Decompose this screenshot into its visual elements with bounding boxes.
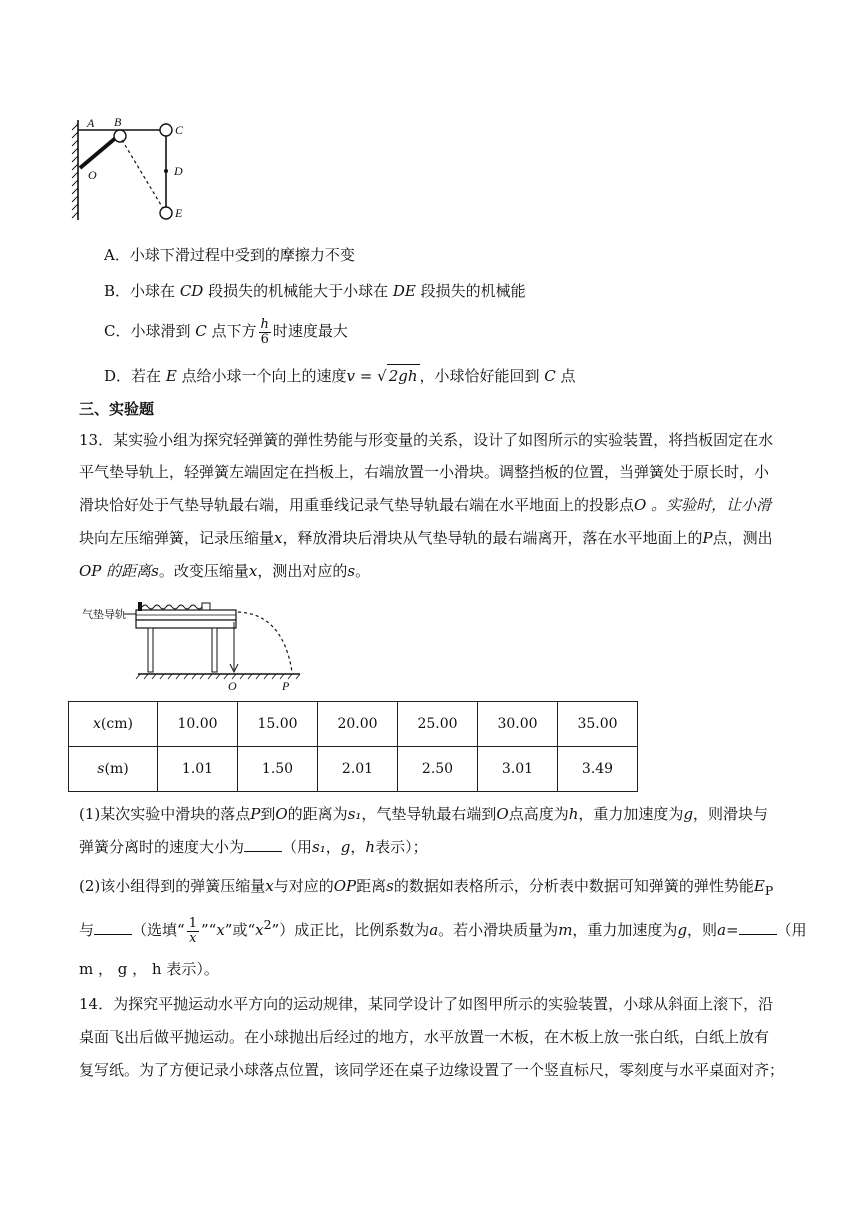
table-cell: 30.00 <box>478 702 558 747</box>
option-d: D．若在 E 点给小球一个向上的速度v = √ 2gh ，小球恰好能回到 C 点 <box>104 364 576 387</box>
table-cell: 10.00 <box>158 702 238 747</box>
answer-blank[interactable] <box>94 920 132 935</box>
label-D: D <box>174 164 183 178</box>
q13-line-4: 块向左压缩弹簧，记录压缩量x，释放滑块后滑块从气垫导轨的最右端离开，落在水平地面上的P点，测出 <box>79 529 773 547</box>
option-b: B．小球在 CD 段损失的机械能大于小球在 DE 段损失的机械能 <box>104 282 526 300</box>
q13-line-1: 13．某实验小组为探究轻弹簧的弹性势能与形变量的关系，设计了如图所示的实验装置，将挡板固定在水 <box>79 431 774 449</box>
table-cell: 3.49 <box>558 747 638 792</box>
row-header-x: x(cm) <box>69 702 158 747</box>
sqrt-icon: √ <box>377 367 387 385</box>
table-cell: 2.01 <box>318 747 398 792</box>
label-P: P <box>282 679 290 693</box>
table-cell: 25.00 <box>398 702 478 747</box>
answer-blank[interactable] <box>244 837 282 852</box>
table-cell: 1.50 <box>238 747 318 792</box>
label-E: E <box>175 206 183 220</box>
q13-line-2: 平气垫导轨上，轻弹簧左端固定在挡板上，右端放置一小滑块。调整挡板的位置，当弹簧处于原长时，小 <box>79 463 770 481</box>
table-cell: 20.00 <box>318 702 398 747</box>
answer-blank[interactable] <box>739 920 777 935</box>
q14-line-2: 桌面飞出后做平抛运动。在小球抛出后经过的地方，水平放置一木板，在木板上放一张白纸，白纸上放有 <box>79 1028 770 1046</box>
q13-part2-line-3: m ， g ， h 表示）。 <box>79 960 219 978</box>
table-row <box>69 747 638 792</box>
section-title: 三、实验题 <box>79 400 155 418</box>
q13-line-3: 滑块恰好处于气垫导轨最右端，用重垂线记录气垫导轨最右端在水平地面上的投影点O 。实验时，让小滑 <box>79 496 772 514</box>
q13-line-5: OP 的距离s。改变压缩量x，测出对应的s。 <box>79 562 371 580</box>
q13-part1-line-1: (1)某次实验中滑块的落点P到O的距离为s₁，气垫导轨最右端到O点高度为h，重力加速度为g，则滑块与 <box>79 805 769 823</box>
label-B: B <box>114 116 122 129</box>
label-O: O <box>228 679 237 693</box>
air-track-label: 气垫导轨 <box>82 608 126 621</box>
table-cell: 1.01 <box>158 747 238 792</box>
fraction-1-over-x: $\frac{1}{x}$ <box>188 915 197 946</box>
label-O: O <box>88 168 97 182</box>
option-a: A．小球下滑过程中受到的摩擦力不变 <box>104 246 355 264</box>
data-table <box>68 701 638 792</box>
q13-part2-line-2: 与 （选填“ $\frac{1}{x}$ ”“x”或“$x^2$”）成正比，比例系数为a。若小滑块质量为m，重力加速度为g，则a= （用 <box>79 915 807 946</box>
table-cell: 35.00 <box>558 702 638 747</box>
q14-line-1: 14．为探究平抛运动水平方向的运动规律，某同学设计了如图甲所示的实验装置，小球从斜面上滚下，沿 <box>79 995 774 1013</box>
table-cell: 3.01 <box>478 747 558 792</box>
table-cell: 15.00 <box>238 702 318 747</box>
figure-air-track <box>78 596 308 696</box>
q13-part2-line-1: (2)该小组得到的弹簧压缩量x与对应的OP距离s的数据如表格所示，分析表中数据可知弹簧的弹性势能$E_P$ <box>79 877 774 898</box>
row-header-s: s(m) <box>69 747 158 792</box>
table-cell: 2.50 <box>398 747 478 792</box>
q13-part1-line-2: 弹簧分离时的速度大小为 （用s₁，g，h表示）； <box>79 838 428 856</box>
figure-rod-ring <box>66 116 206 228</box>
option-c: C．小球滑到 C 点下方 $\frac{h}{6}$ 时速度最大 <box>104 316 348 347</box>
fraction-h-over-6: $\frac{h}{6}$ <box>260 316 269 347</box>
table-row <box>69 702 638 747</box>
label-A: A <box>87 116 95 130</box>
label-C: C <box>175 123 184 137</box>
q14-line-3: 复写纸。为了方便记录小球落点位置，该同学还在桌子边缘设置了一个竖直标尺，零刻度与水平桌面对齐； <box>79 1061 785 1079</box>
